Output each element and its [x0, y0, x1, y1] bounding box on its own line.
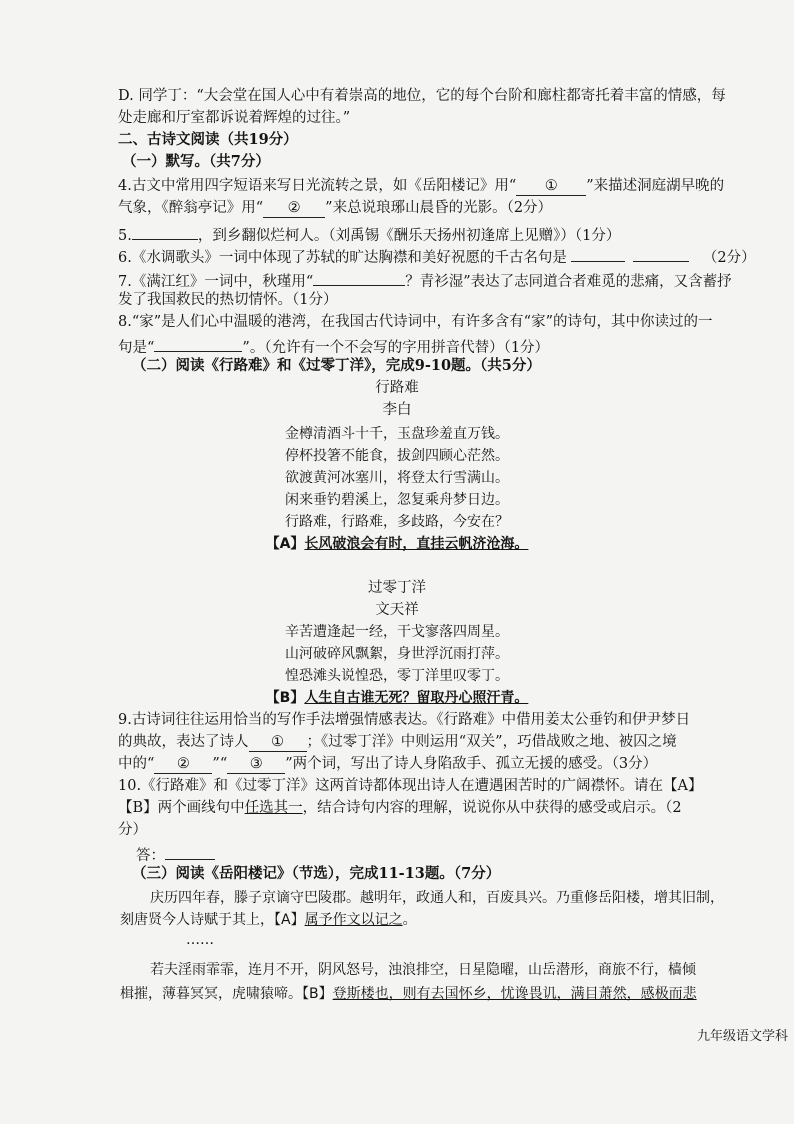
blank-4-1[interactable]: ①: [516, 178, 586, 196]
blank-9-1[interactable]: ①: [249, 734, 307, 752]
subsection-2-title: （二）阅读《行路难》和《过零丁洋》，完成9-10题。（共5分）: [132, 357, 541, 374]
question-d-line1: D. 同学丁：“大会堂在国人心中有着崇高的地位，它的每个台阶和廊柱都寄托着丰富的情感，每: [118, 88, 726, 104]
question-7-line2: 发了我国救民的热切情怀。（1分）: [118, 292, 338, 308]
question-9-line3: 中的“ ② ”“ ③ ”两个词，写出了诗人身陷敌手、孤立无援的感受。（3分）: [118, 756, 658, 772]
prose-paragraph-2-line1: 若夫淫雨霏霏，连月不开，阴风怒号，浊浪排空，日星隐曜，山岳潜形，商旅不行，樯倾: [150, 962, 696, 978]
question-8-line2: 句是“ ”。（允许有一个不会写的字用拼音代替）（1分）: [118, 334, 764, 358]
prose-ellipsis: ……: [186, 932, 214, 948]
poem-2-line: 山河破碎风飘絮，身世浮沉雨打萍。: [285, 646, 509, 662]
footer-subject-label: 九年级语文学科: [696, 1029, 788, 1044]
question-d-line2: 处走廊和厅室都诉说着辉煌的过往。”: [118, 110, 351, 126]
poem-1-title: 行路难: [375, 380, 419, 396]
blank-5[interactable]: [132, 222, 198, 240]
question-10-line3: 分）: [118, 822, 147, 838]
answer-blank[interactable]: [165, 842, 215, 860]
question-9-line2: 的典故，表达了诗人 ① ；《过零丁洋》中则运用“双关”，巧借战败之地、被囚之境: [118, 734, 677, 750]
blank-9-3[interactable]: ③: [227, 756, 285, 774]
question-6: 6.《水调歌头》一词中体现了苏轼的旷达胸襟和美好祝愿的千古名句是 （2分）: [118, 244, 764, 268]
poem-1-author: 李白: [382, 402, 412, 418]
blank-8[interactable]: [154, 334, 242, 352]
prose-paragraph-1-line1: 庆历四年春，滕子京谪守巴陵郡。越明年，政通人和，百废具兴。乃重修岳阳楼，增其旧制，: [150, 890, 724, 906]
question-10-line1: 10.《行路难》和《过零丁洋》这两首诗都体现出诗人在遭遇困苦时的广阔襟怀。请在【A】: [118, 778, 703, 794]
blank-9-2[interactable]: ②: [154, 756, 212, 774]
blank-6-2[interactable]: [633, 244, 689, 262]
poem-2-underlined-line-b: 【B】人生自古谁无死？留取丹心照汗青。: [265, 690, 529, 706]
blank-7[interactable]: [313, 268, 405, 286]
blank-6-1[interactable]: [571, 244, 625, 262]
poem-2-author: 文天祥: [375, 602, 419, 618]
question-5: 5. ，到乡翻似烂柯人。（刘禹锡《酬乐天扬州初逢席上见赠》）（1分）: [118, 222, 764, 246]
poem-1-underlined-line-a: 【A】长风破浪会有时，直挂云帆济沧海。: [265, 536, 529, 552]
poem-1-line: 停杯投箸不能食，拔剑四顾心茫然。: [285, 448, 509, 464]
poem-2-title: 过零丁洋: [368, 580, 426, 596]
poem-1-line: 金樽清酒斗十千，玉盘珍羞直万钱。: [285, 426, 509, 442]
poem-2-line: 惶恐滩头说惶恐，零丁洋里叹零丁。: [285, 668, 509, 684]
poem-1-line: 欲渡黄河冰塞川，将登太行雪满山。: [285, 470, 509, 486]
prose-paragraph-2-line2: 楫摧，薄暮冥冥，虎啸猿啼。【B】登斯楼也，则有去国怀乡，忧谗畏讥，满目萧然，感极而悲: [120, 986, 697, 1002]
question-7-line1: 7.《满江红》一词中，秋瑾用“ ？青衫湿”表达了志同道合者难觅的悲痛，又含蓄抒: [118, 268, 764, 292]
answer-line: 答：: [136, 842, 764, 866]
subsection-3-title: （三）阅读《岳阳楼记》（节选），完成11-13题。（7分）: [132, 865, 501, 882]
subsection-1-title: （一）默写。（共7分）: [122, 153, 270, 170]
poem-1-line: 行路难，行路难，多歧路，今安在？: [285, 514, 509, 530]
question-4-line2: 气象，《醉翁亭记》用“ ② ”来总说琅琊山晨昏的光影。（2分）: [118, 200, 553, 216]
question-8-line1: 8.“家”是人们心中温暖的港湾，在我国古代诗词中，有许多含有“家”的诗句，其中你读过的一: [118, 314, 713, 330]
poem-1-line: 闲来垂钓碧溪上，忽复乘舟梦日边。: [285, 492, 509, 508]
question-9-line1: 9.古诗词往往运用恰当的写作手法增强情感表达。《行路难》中借用姜太公垂钓和伊尹梦日: [118, 712, 691, 728]
section-2-title: 二、古诗文阅读（共19分）: [118, 131, 298, 148]
blank-4-2[interactable]: ②: [263, 200, 325, 218]
prose-paragraph-1-line2: 刻唐贤今人诗赋于其上，【A】属予作文以记之。: [120, 912, 417, 928]
poem-2-line: 辛苦遭逢起一经，干戈寥落四周星。: [285, 624, 509, 640]
question-10-line2: 【B】两个画线句中任选其一，结合诗句内容的理解，说说你从中获得的感受或启示。（2: [118, 800, 682, 816]
question-4-line1: 4.古文中常用四字短语来写日光流转之景，如《岳阳楼记》用“ ① ”来描述洞庭湖早晚的: [118, 178, 725, 194]
